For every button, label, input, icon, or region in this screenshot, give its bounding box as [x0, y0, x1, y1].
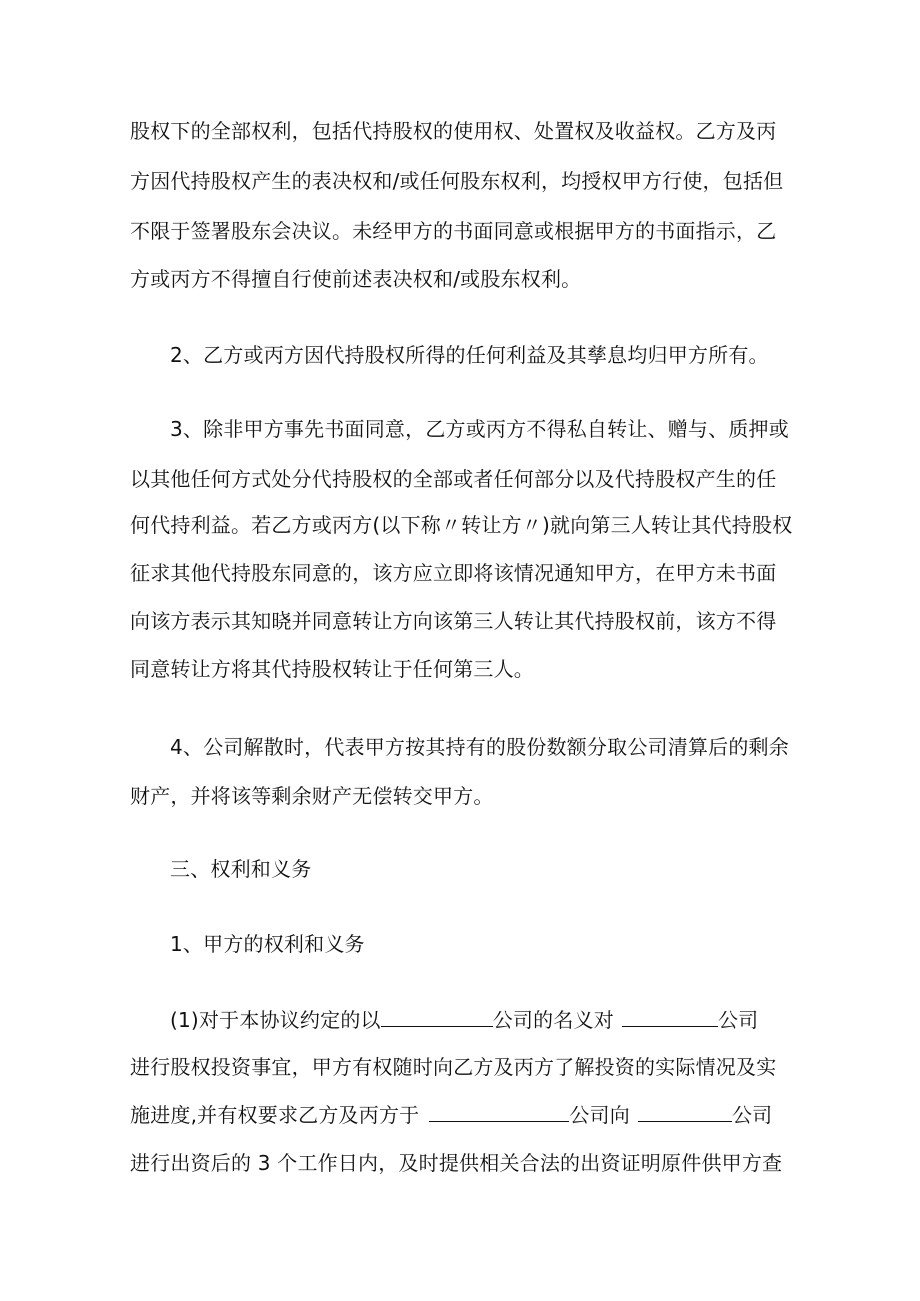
paragraph-3-line-5: 向该方表示其知晓并同意转让方向该第三人转让其代持股权前，该方不得 — [130, 609, 777, 633]
paragraph-5-text-b: 公司的名义对 — [492, 1008, 614, 1032]
company-blank-3[interactable] — [429, 1101, 569, 1122]
paragraph-5-text-d: 施进度,并有权要求乙方及丙方于 — [130, 1103, 420, 1127]
company-blank-2[interactable] — [622, 1006, 718, 1027]
paragraph-5-text-f: 公司 — [731, 1103, 773, 1127]
company-blank-1[interactable] — [381, 1006, 493, 1027]
company-blank-4[interactable] — [638, 1101, 732, 1122]
paragraph-5-line-1 — [170, 1006, 758, 1033]
paragraph-5-line-3 — [130, 1101, 772, 1128]
paragraph-5-text-a: (1)对于本协议约定的以 — [170, 1008, 381, 1032]
paragraph-3-line-1: 3、除非甲方事先书面同意，乙方或丙方不得私自转让、赠与、质押或 — [170, 417, 789, 441]
paragraph-5-text-e: 公司向 — [569, 1103, 630, 1127]
paragraph-3-line-6: 同意转让方将其代持股权转让于任何第三人。 — [130, 657, 534, 681]
paragraph-2-line-1: 2、乙方或丙方因代持股权所得的任何利益及其孳息均归甲方所有。 — [170, 343, 769, 367]
paragraph-1-line-4: 方或丙方不得擅自行使前述表决权和/或股东权利。 — [130, 267, 582, 291]
paragraph-4-line-2: 财产，并将该等剩余财产无偿转交甲方。 — [130, 784, 494, 808]
subsection-heading: 1、甲方的权利和义务 — [170, 932, 365, 956]
paragraph-4-line-1: 4、公司解散时，代表甲方按其持有的股份数额分取公司清算后的剩余 — [170, 735, 789, 759]
section-heading: 三、权利和义务 — [170, 857, 312, 881]
paragraph-1-line-3: 不限于签署股东会决议。未经甲方的书面同意或根据甲方的书面指示，乙 — [130, 219, 777, 243]
paragraph-3-line-4: 征求其他代持股东同意的，该方应立即将该情况通知甲方，在甲方未书面 — [130, 561, 777, 585]
paragraph-1-line-1: 股权下的全部权利，包括代持股权的使用权、处置权及收益权。乙方及丙 — [130, 119, 777, 143]
paragraph-5-text-c: 公司 — [717, 1008, 759, 1032]
paragraph-3-line-2: 以其他任何方式处分代持股权的全部或者任何部分以及代持股权产生的任 — [130, 467, 777, 491]
paragraph-1-line-2: 方因代持股权产生的表决权和/或任何股东权利，均授权甲方行使，包括但 — [130, 169, 784, 193]
paragraph-3-line-3: 何代持利益。若乙方或丙方(以下称〃转让方〃)就向第三人转让其代持股权 — [130, 513, 793, 537]
paragraph-5-line-2: 进行股权投资事宜，甲方有权随时向乙方及丙方了解投资的实际情况及实 — [130, 1055, 777, 1079]
paragraph-5-line-4: 进行出资后的 3 个工作日内，及时提供相关合法的出资证明原件供甲方查 — [130, 1151, 783, 1175]
